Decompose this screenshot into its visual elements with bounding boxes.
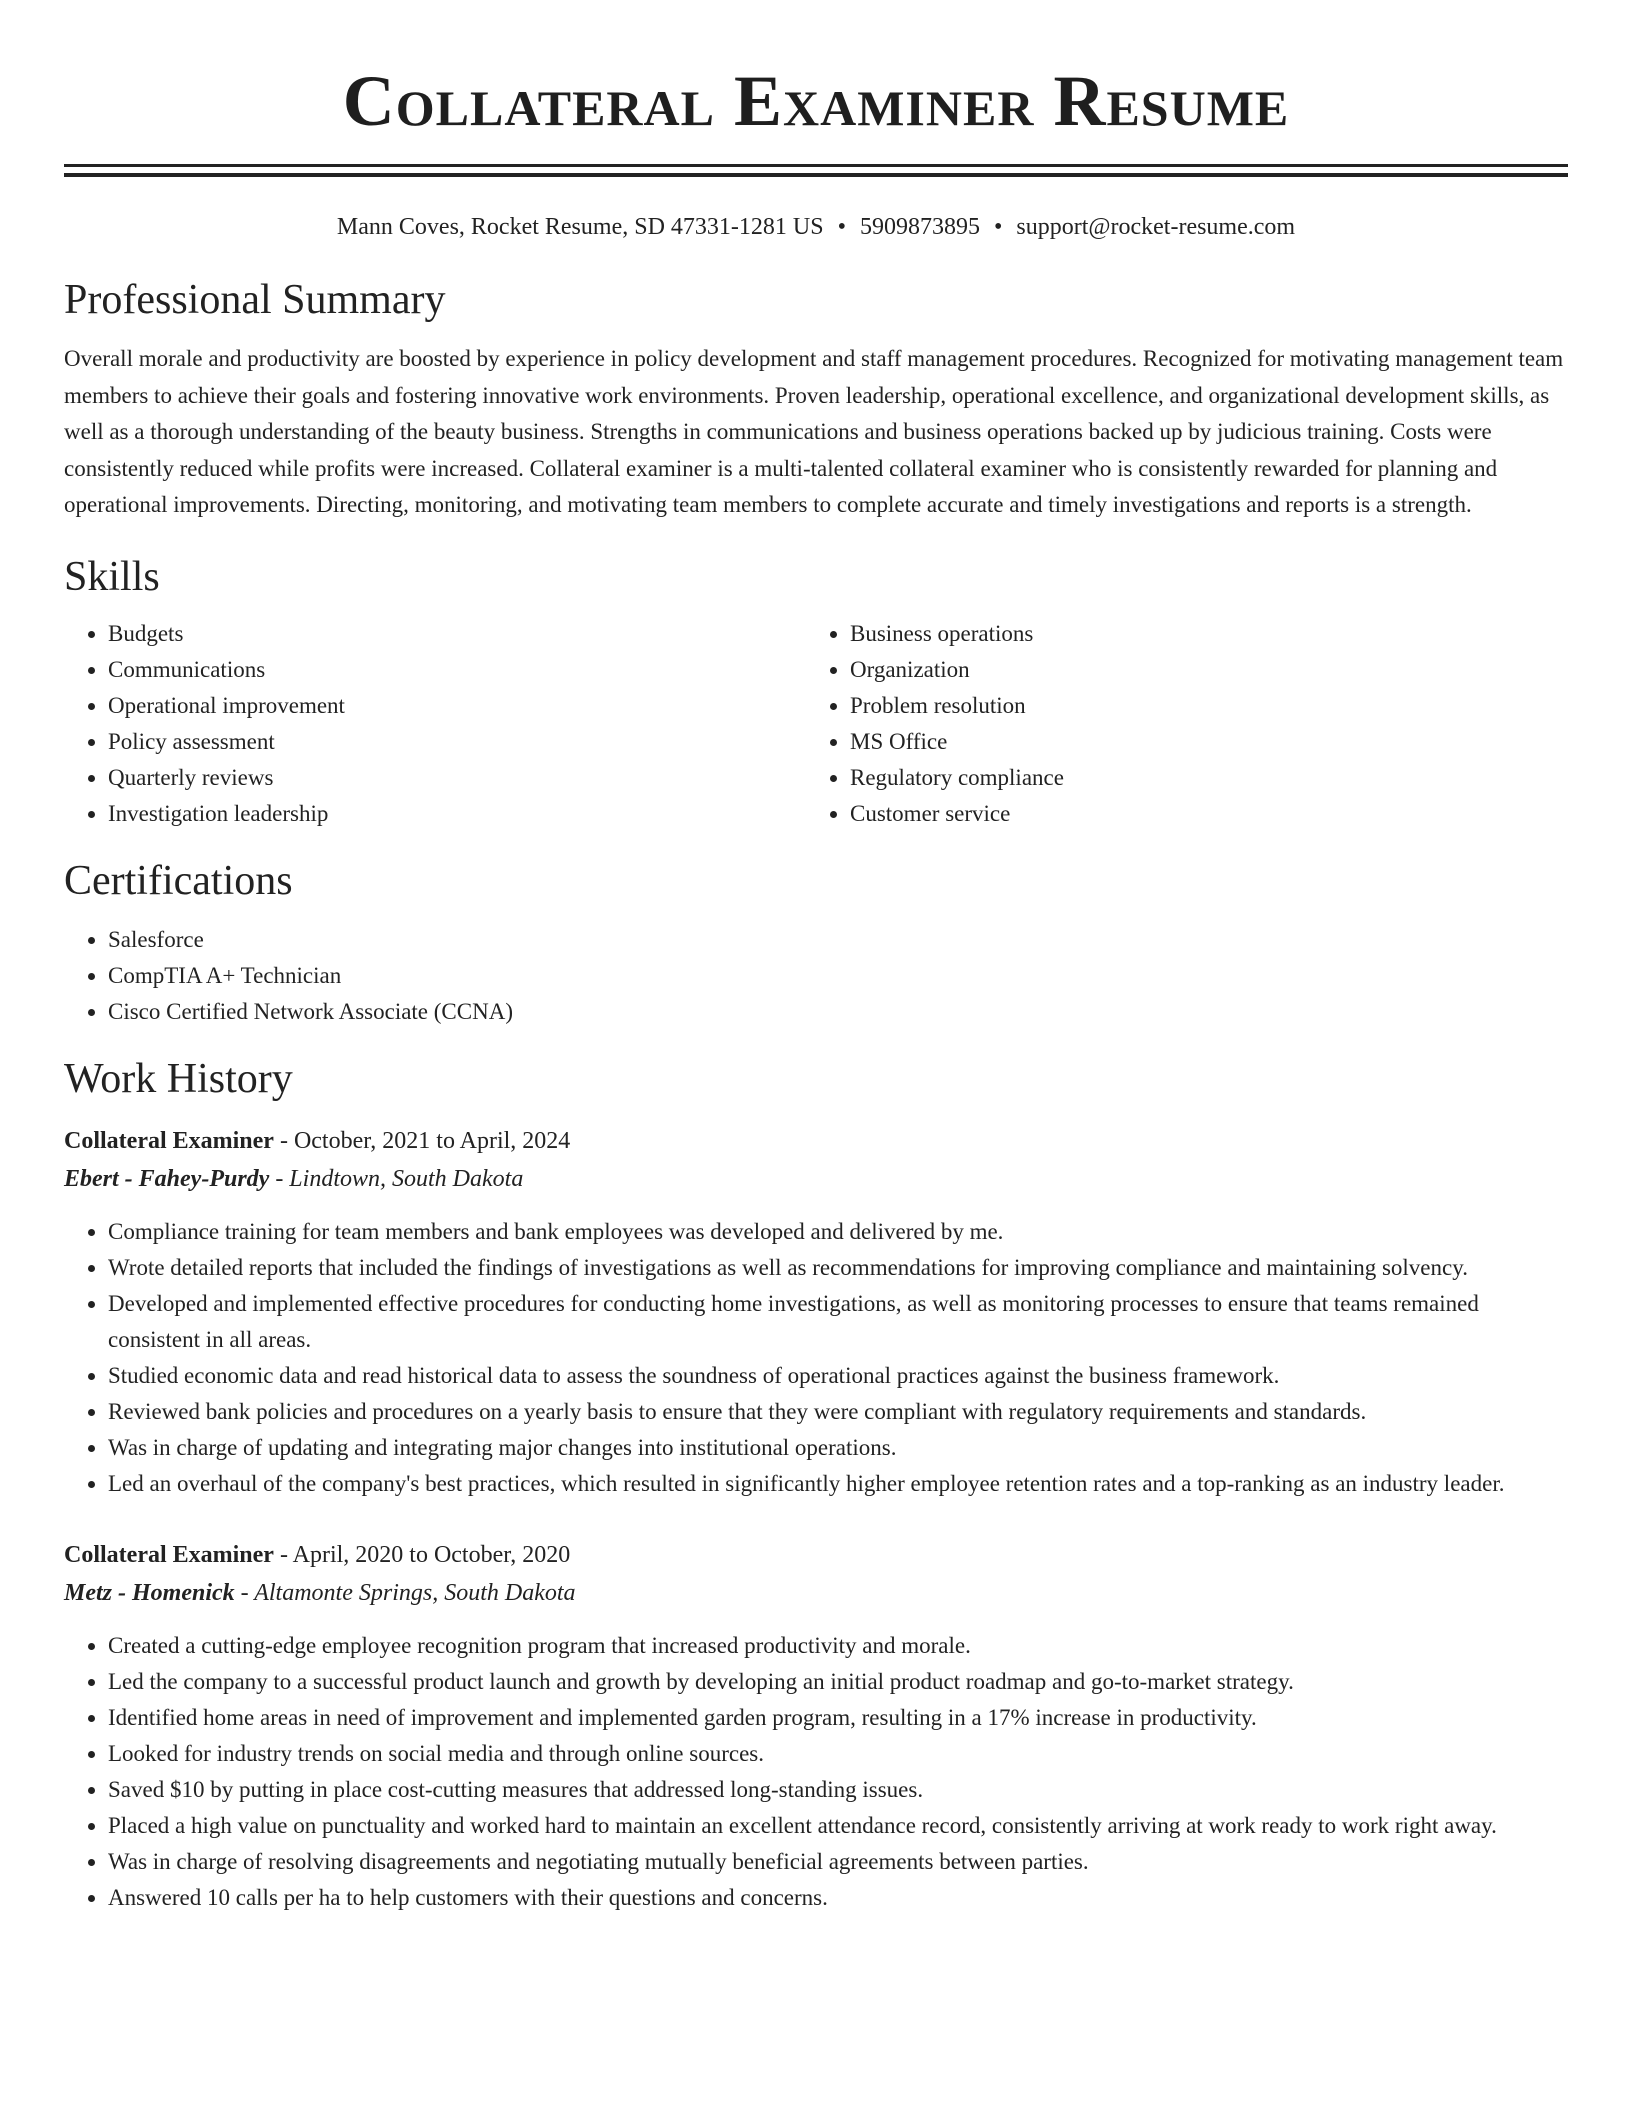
skill-item: • Communications [108,652,806,688]
job-bullet: • Placed a high value on punctuality and worked hard to maintain an excellent attendance record, consistently arriving at work ready to work right away. [108,1808,1568,1844]
skills-list-right [806,616,1548,832]
contact-separator: • [993,214,1003,240]
certifications-section [64,856,1568,1030]
job-bullet: • Created a cutting-edge employee recognition program that increased productivity and morale. [108,1628,1568,1664]
contact-address: Mann Coves, Rocket Resume, SD 47331-1281 US [336,214,824,240]
job-title-line [64,1122,1568,1160]
summary-heading: Professional Summary [64,277,446,323]
title-divider [64,164,1568,177]
job-bullet: • Identified home areas in need of improvement and implemented garden program, resulting in a 17% increase in productivity. [108,1700,1568,1736]
job-entry [64,1122,1568,1502]
skills-grid [64,616,1568,832]
job-entry [64,1536,1568,1916]
skill-item: • Budgets [108,616,806,652]
job-location: - Altamonte Springs, South Dakota [234,1579,576,1606]
job-company-line [64,1574,1568,1612]
job-title: Collateral Examiner [64,1127,274,1154]
job-title-line [64,1536,1568,1574]
skill-item: • Quarterly reviews [108,760,806,796]
skill-item: • Operational improvement [108,688,806,724]
contact-email[interactable]: support@rocket-resume.com [1016,214,1296,240]
job-dates: - October, 2021 to April, 2024 [273,1127,571,1154]
summary-section [64,275,1568,524]
certifications-heading: Certifications [64,857,293,904]
skill-item: • Problem resolution [850,688,1548,724]
contact-separator: • [837,214,846,240]
job-bullet: • Wrote detailed reports that included the findings of investigations as well as recommendations for improving compliance and maintaining solvency. [108,1250,1568,1286]
job-bullet-list [64,1214,1568,1502]
skills-heading: Skills [64,553,160,600]
job-company: Metz - Homenick [64,1579,235,1606]
job-bullet: • Studied economic data and read historical data to assess the soundness of operational practices against the business framework. [108,1358,1568,1394]
contact-line [64,211,1568,243]
skill-item: • Policy assessment [108,724,806,760]
job-bullet: • Developed and implemented effective procedures for conducting home investigations, as well as monitoring processes to ensure that teams remained consistent in all areas. [108,1286,1568,1358]
job-bullet: • Reviewed bank policies and procedures on a yearly basis to ensure that they were compliant with regulatory requirements and standards. [108,1394,1568,1430]
certifications-list [64,922,1568,1030]
skill-item: • MS Office [850,724,1548,760]
job-bullet: • Was in charge of updating and integrating major changes into institutional operations. [108,1430,1568,1466]
job-bullet: • Compliance training for team members and bank employees was developed and delivered by me. [108,1214,1568,1250]
job-bullet: • Looked for industry trends on social media and through online sources. [108,1736,1568,1772]
skill-item: • Investigation leadership [108,796,806,832]
job-bullet: • Saved $10 by putting in place cost-cutting measures that addressed long-standing issues. [108,1772,1568,1808]
work-history-heading: Work History [64,1055,293,1102]
job-title: Collateral Examiner [64,1541,274,1568]
contact-phone: 5909873895 [859,214,980,240]
summary-text: Overall morale and productivity are boosted by experience in policy development and staff management procedures. Recognized for motivating management team members to achieve their goals and fostering innovative work environments. Proven leadership, operational excellence, and organizational development skills, as well as a thorough understanding of the beauty business. Strengths in communications and business operations backed up by judicious training. Costs were consistently reduced while profits were increased. Collateral examiner is a multi-talented collateral examiner who is consistently rewarded for planning and operational improvements. Directing, monitoring, and motivating team members to complete accurate and timely investigations and reports is a strength. [64,346,1564,517]
job-bullet: • Was in charge of resolving disagreements and negotiating mutually beneficial agreements between parties. [108,1844,1568,1880]
job-bullet: • Led an overhaul of the company's best practices, which resulted in significantly higher employee retention rates and a top-ranking as an industry leader. [108,1466,1568,1502]
certification-item: • CompTIA A+ Technician [108,958,1568,994]
job-company: Ebert - Fahey-Purdy [64,1165,270,1192]
certification-item: • Cisco Certified Network Associate (CCNA) [108,994,1568,1030]
skill-item: • Regulatory compliance [850,760,1548,796]
work-history-section [64,1054,1568,1916]
job-company-line [64,1160,1568,1198]
certification-item: • Salesforce [108,922,1568,958]
job-location: - Lindtown, South Dakota [269,1165,524,1192]
job-bullet-list [64,1628,1568,1916]
job-bullet: • Led the company to a successful product launch and growth by developing an initial product roadmap and go-to-market strategy. [108,1664,1568,1700]
job-dates: - April, 2020 to October, 2020 [273,1541,571,1568]
job-bullet: • Answered 10 calls per ha to help customers with their questions and concerns. [108,1880,1568,1916]
skill-item: • Customer service [850,796,1548,832]
skills-section [64,552,1568,832]
skills-list-left [64,616,806,832]
skill-item: • Business operations [850,616,1548,652]
skill-item: • Organization [850,652,1548,688]
resume-title: Collateral Examiner Resume [342,61,1290,141]
